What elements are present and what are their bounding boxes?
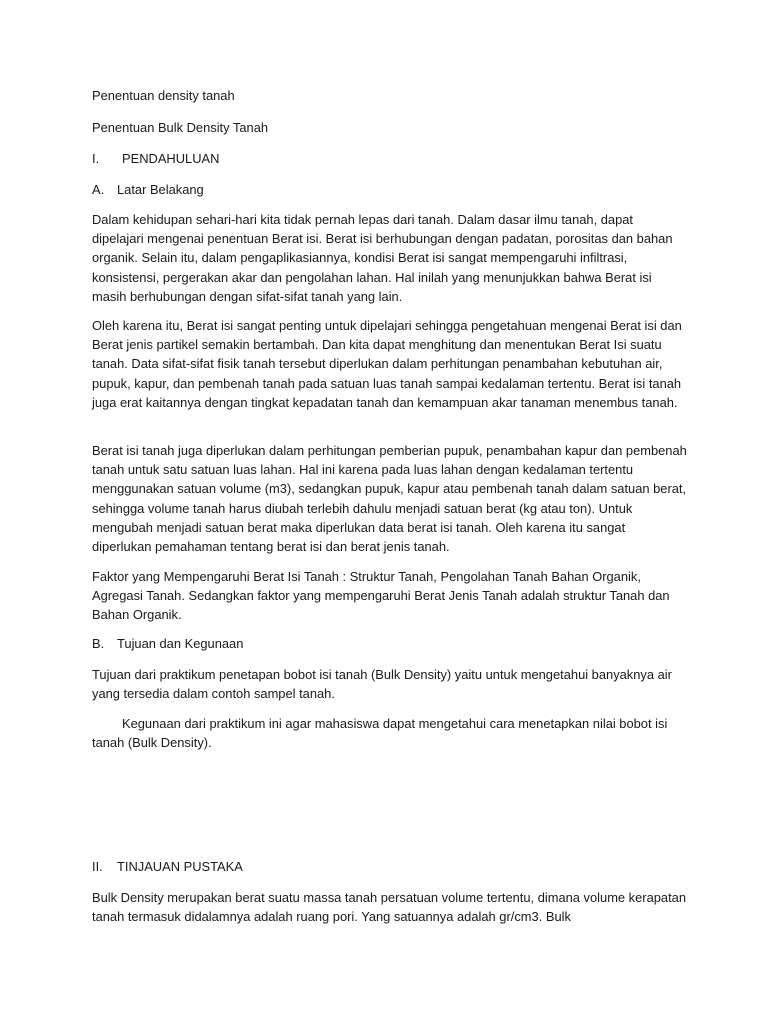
paragraph-latar-belakang-3: Berat isi tanah juga diperlukan dalam perhitungan pemberian pupuk, penambahan kapur dan pembenah tanah untuk satu satuan luas lahan. Hal ini karena pada luas lahan dengan kedalaman tertentu menggunakan satuan volume (m3), sedangkan pupuk, kapur atau pembenah tanah dalam satuan berat, sehingga volume tanah harus diubah terlebih dahulu menjadi satuan berat (kg atau ton). Untuk mengubah menjadi satuan berat maka diperlukan data berat isi tanah. Oleh karena itu sangat diperlukan pemahaman tentang berat isi dan berat jenis tanah.	[92, 443, 687, 555]
section-title: TINJAUAN PUSTAKA	[117, 859, 243, 874]
document-title: Penentuan density tanah	[92, 88, 235, 103]
section-title: PENDAHULUAN	[122, 151, 220, 166]
subsection-letter: A.	[92, 182, 105, 197]
document-subtitle: Penentuan Bulk Density Tanah	[92, 120, 269, 135]
subsection-heading-tujuan	[92, 634, 243, 653]
subsection-letter: B.	[92, 636, 105, 651]
subsection-heading-latar-belakang	[92, 180, 204, 199]
paragraph-latar-belakang-1: Dalam kehidupan sehari-hari kita tidak pernah lepas dari tanah. Dalam dasar ilmu tanah, dapat dipelajari mengenai penentuan Berat isi. Berat isi berhubungan dengan padatan, porositas dan bahan organik. Selain itu, dalam pengaplikasiannya, kondisi Berat isi sangat mempengaruhi infiltrasi, konsistensi, pergerakan akar dan pengolahan lahan. Hal inilah yang menunjukkan bahwa Berat isi masih berhubungan dengan sifat-sifat tanah yang lain.	[92, 212, 673, 304]
paragraph-kegunaan: Kegunaan dari praktikum ini agar mahasiswa dapat mengetahui cara menetapkan nilai bobot isi tanah (Bulk Density).	[92, 716, 668, 751]
paragraph-latar-belakang-4: Faktor yang Mempengaruhi Berat Isi Tanah : Struktur Tanah, Pengolahan Tanah Bahan Organik, Agregasi Tanah. Sedangkan faktor yang mempengaruhi Berat Jenis Tanah adalah struktur Tanah dan Bahan Organik.	[92, 569, 670, 623]
paragraph-tinjauan-pustaka: Bulk Density merupakan berat suatu massa tanah persatuan volume tertentu, dimana volume kerapatan tanah termasuk didalamnya adalah ruang pori. Yang satuannya adalah gr/cm3. Bulk	[92, 890, 687, 925]
subsection-title: Tujuan dan Kegunaan	[117, 636, 244, 651]
section-number: II.	[92, 859, 103, 874]
section-heading-pendahuluan	[92, 149, 219, 168]
paragraph-tujuan: Tujuan dari praktikum penetapan bobot isi tanah (Bulk Density) yaitu untuk mengetahui banyaknya air yang tersedia dalam contoh sampel tanah.	[92, 667, 672, 702]
section-heading-tinjauan-pustaka	[92, 857, 243, 876]
subsection-title: Latar Belakang	[117, 182, 204, 197]
paragraph-latar-belakang-2: Oleh karena itu, Berat isi sangat penting untuk dipelajari sehingga pengetahuan mengenai Berat isi dan Berat jenis partikel semakin bertambah. Dan kita dapat menghitung dan menentukan Berat Isi suatu tanah. Data sifat-sifat fisik tanah tersebut diperlukan dalam perhitungan penambahan kebutuhan air, pupuk, kapur, dan pembenah tanah pada satuan luas tanah sampai kedalaman tertentu. Berat isi tanah juga erat kaitannya dengan tingkat kepadatan tanah dan kemampuan akar tanaman menembus tanah.	[92, 318, 682, 410]
section-number: I.	[92, 151, 100, 166]
